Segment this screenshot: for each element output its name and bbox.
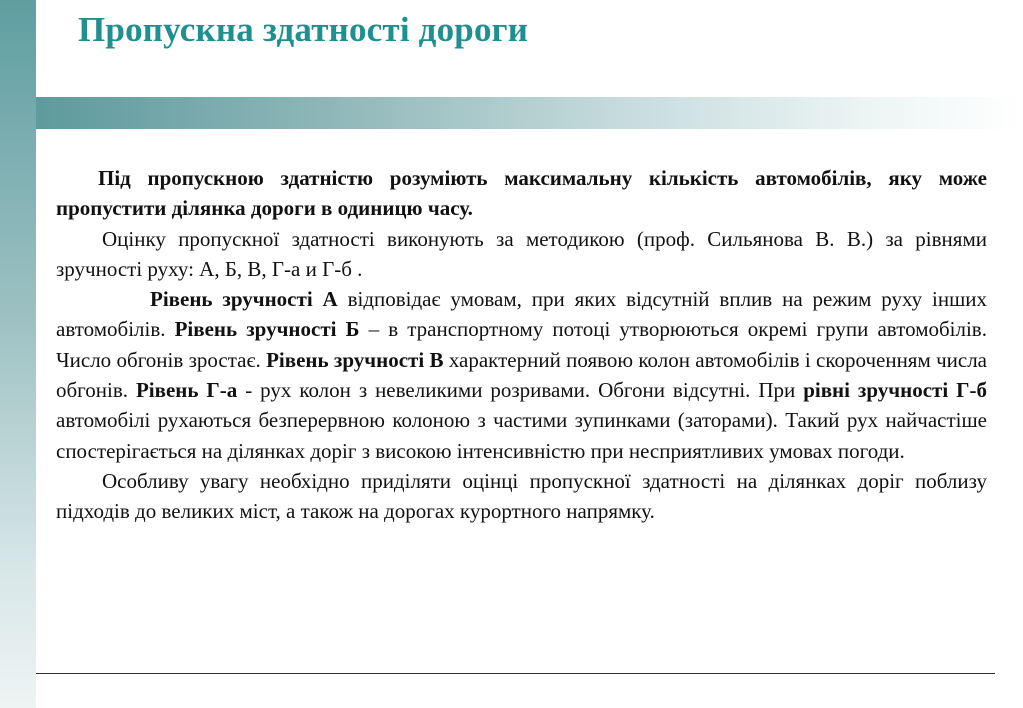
left-decorative-bar bbox=[0, 0, 36, 708]
level-ga-text: - рух колон з невеликими розривами. Обгони відсутні. При bbox=[237, 378, 804, 403]
level-a-text: відповідає умовам, при яких відсутній вплив на режим руху інших автомобілів. bbox=[56, 287, 988, 342]
paragraph-definition: Під пропускною здатністю розуміють максимальну кількість автомобілів, яку може пропустити ділянка дороги в одиницю часу. bbox=[56, 166, 987, 221]
level-v-text: характерний появою колон автомобілів і скороченням числа обгонів. bbox=[56, 347, 987, 403]
level-v-label: Рівень зручності В bbox=[266, 347, 444, 372]
slide-body bbox=[56, 163, 987, 527]
paragraph-levels bbox=[56, 284, 987, 466]
level-gb-text: автомобілі рухаються безперервною колоною з частими зупинками (заторами). Такий рух найчастіше спостерігається на ділянках доріг з високою інтенсивністю при несприятливих умовах погоди. bbox=[56, 408, 987, 463]
level-b-label: Рівень зручності Б bbox=[174, 317, 360, 342]
paragraph-attention: Особливу увагу необхідно приділяти оцінці пропускної здатності на ділянках доріг поблизу підходів до великих міст, а також на дорогах курортного напрямку. bbox=[56, 468, 987, 524]
bottom-divider bbox=[36, 673, 995, 674]
header-gradient-band bbox=[36, 97, 1023, 129]
level-a-label: Рівень зручності А bbox=[150, 287, 338, 312]
level-ga-label: Рівень Г-а bbox=[135, 378, 238, 403]
level-gb-label: рівні зручності Г-б bbox=[803, 378, 987, 403]
level-b-text: – в транспортному потоці утворюються окремі групи автомобілів. Число обгонів зростає. bbox=[56, 317, 987, 372]
slide-title: Пропускна здатності дороги bbox=[78, 10, 529, 49]
paragraph-method: Оцінку пропускної здатності виконують за методикою (проф. Сильянова В. В.) за рівнями зручності руху: А, Б, В, Г-а и Г-б . bbox=[56, 226, 987, 281]
